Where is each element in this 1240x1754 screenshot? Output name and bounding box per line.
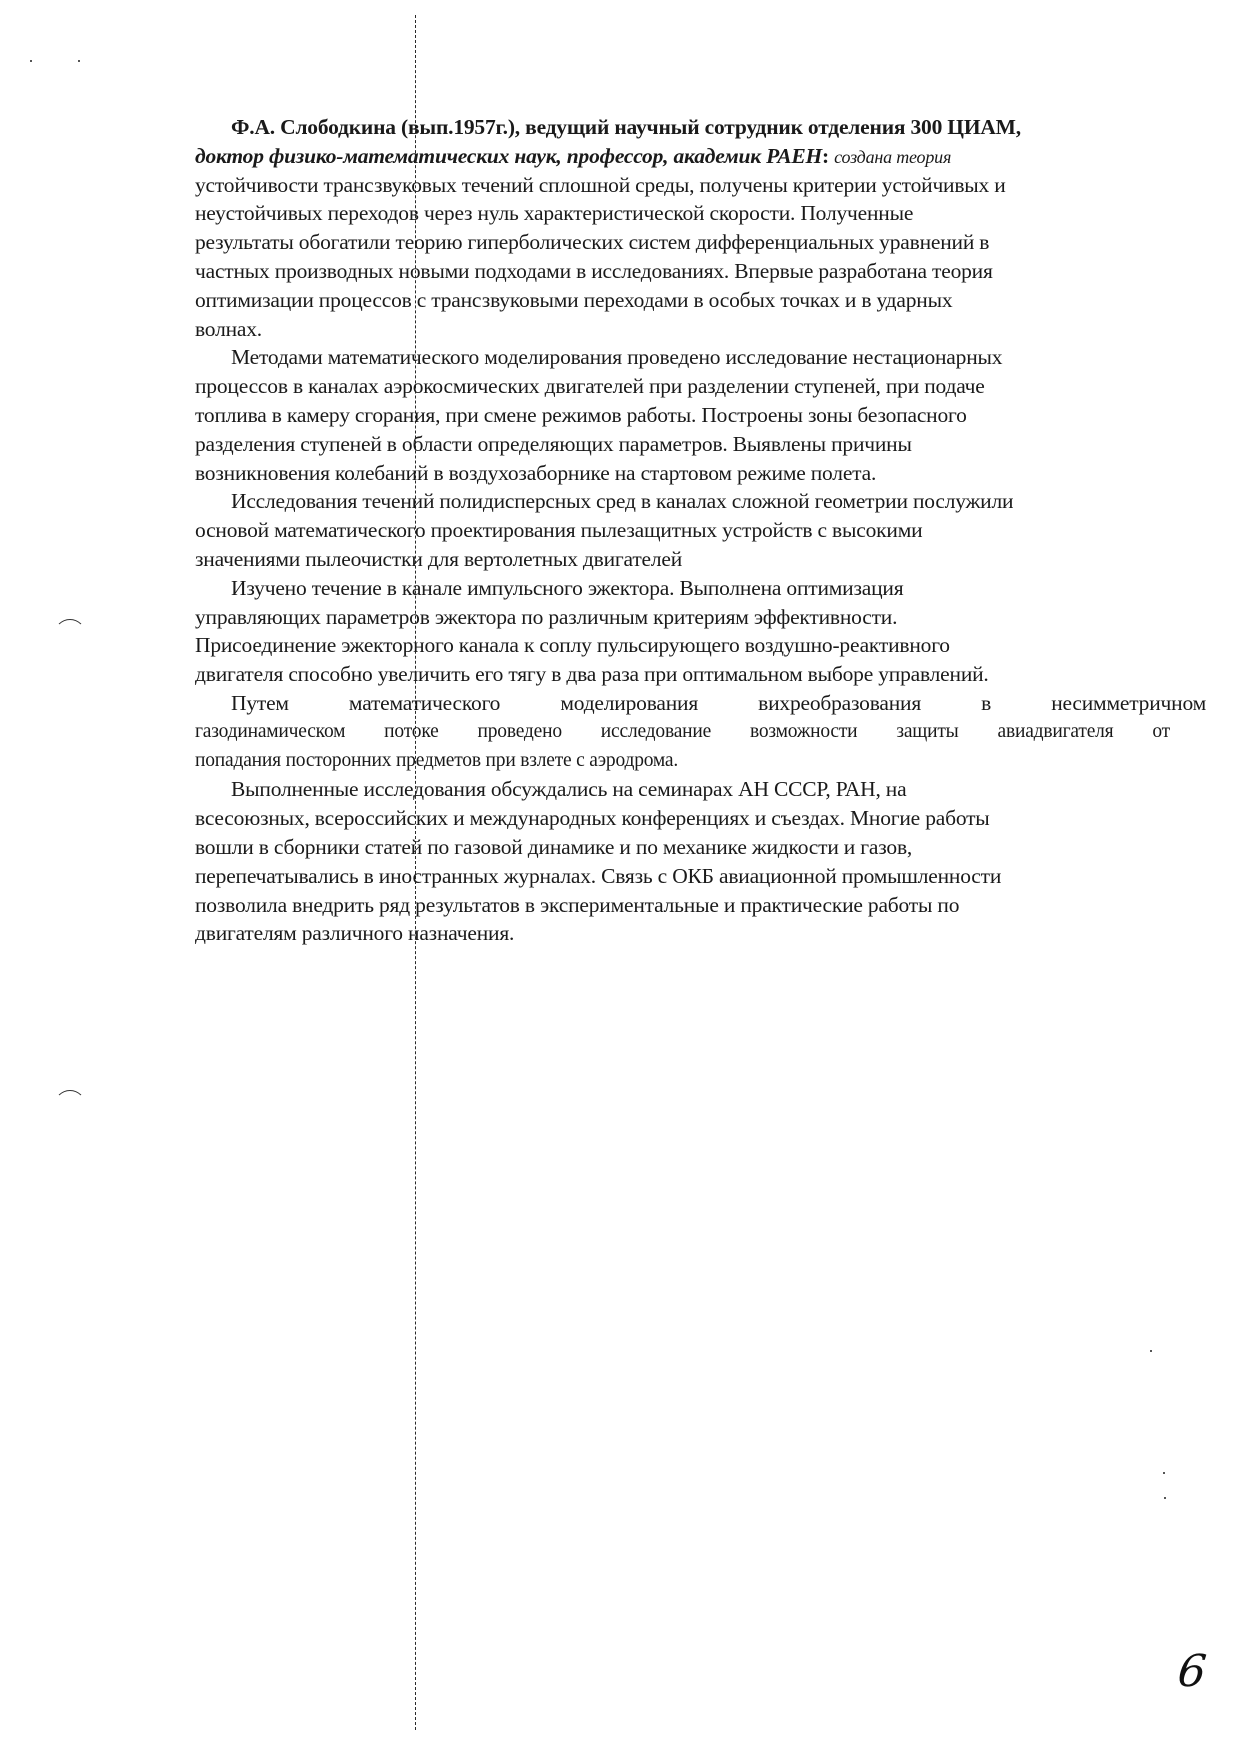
text-segment: возникновения колебаний в воздухозаборнике на стартовом режиме полета. bbox=[195, 460, 877, 485]
text-line bbox=[195, 603, 1175, 632]
text-line bbox=[195, 862, 1175, 891]
text-line bbox=[195, 516, 1175, 545]
text-line bbox=[195, 833, 1175, 862]
paragraph-p5 bbox=[195, 689, 1206, 775]
text-line bbox=[195, 775, 1175, 804]
text-line bbox=[195, 430, 1175, 459]
text-segment: попадания посторонних предметов при взлете с аэродрома. bbox=[195, 749, 679, 771]
hole-punch-mark-bottom bbox=[54, 1090, 86, 1122]
text-line bbox=[195, 574, 1175, 603]
text-segment: частных производных новыми подходами в исследованиях. Впервые разработана теория bbox=[195, 258, 993, 283]
text-segment: устойчивости трансзвуковых течений сплошной среды, получены критерии устойчивых и bbox=[195, 172, 1006, 197]
text-segment: Методами математического моделирования проведено исследование нестационарных bbox=[231, 345, 1003, 370]
text-segment: основой математического проектирования пылезащитных устройств с высокими bbox=[195, 518, 923, 543]
text-segment: волнах. bbox=[195, 316, 262, 341]
text-line bbox=[195, 545, 1175, 574]
scan-speck bbox=[1150, 1350, 1152, 1352]
text-line bbox=[195, 142, 1175, 171]
text-segment: двигателям различного назначения. bbox=[195, 921, 515, 946]
text-segment: значениями пылеочистки для вертолетных двигателей bbox=[195, 546, 683, 571]
text-segment: Изучено течение в канале импульсного эжектора. Выполнена оптимизация bbox=[231, 575, 904, 600]
scan-speck bbox=[1164, 1497, 1166, 1499]
text-line bbox=[195, 689, 1206, 718]
text-segment: неустойчивых переходов через нуль характеристической скорости. Полученные bbox=[195, 201, 914, 226]
text-segment: всесоюзных, всероссийских и международных конференциях и съездах. Многие работы bbox=[195, 806, 990, 831]
paragraph-p2 bbox=[195, 343, 1175, 487]
text-line bbox=[195, 286, 1175, 315]
text-segment: двигателя способно увеличить его тягу в два раза при оптимальном выборе управлений. bbox=[195, 662, 989, 687]
text-segment: Присоединение эжекторного канала к соплу пульсирующего воздушно-реактивного bbox=[195, 633, 950, 658]
text-segment: управляющих параметров эжектора по различным критериям эффективности. bbox=[195, 604, 898, 629]
text-segment: создана теория bbox=[834, 146, 952, 167]
paragraph-p3 bbox=[195, 487, 1175, 573]
text-line bbox=[195, 891, 1175, 920]
text-line bbox=[195, 315, 1175, 344]
text-line bbox=[195, 257, 1175, 286]
text-segment: оптимизации процессов с трансзвуковыми переходами в особых точках и в ударных bbox=[195, 287, 953, 312]
text-line bbox=[195, 919, 1175, 948]
text-segment: Выполненные исследования обсуждались на семинарах АН СССР, РАН, на bbox=[231, 777, 907, 802]
text-segment: топлива в камеру сгорания, при смене режимов работы. Построены зоны безопасного bbox=[195, 402, 967, 427]
text-line bbox=[195, 343, 1175, 372]
text-line bbox=[195, 459, 1175, 488]
text-line bbox=[195, 631, 1175, 660]
text-line bbox=[195, 113, 1175, 142]
text-segment: доктор физико-математических наук, профессор, академик РАЕН bbox=[195, 143, 823, 168]
scan-speck bbox=[30, 60, 32, 62]
text-segment: Путем математического моделирования вихреобразования в несимметричном bbox=[231, 690, 1206, 715]
text-segment: газодинамическом потоке проведено исследование возможности защиты авиадвигателя от bbox=[195, 720, 1170, 742]
text-line bbox=[195, 171, 1175, 200]
text-line bbox=[195, 228, 1175, 257]
text-line bbox=[195, 199, 1175, 228]
document-body bbox=[195, 113, 1206, 948]
hole-punch-mark-top bbox=[54, 619, 86, 651]
scan-speck bbox=[1163, 1472, 1165, 1474]
text-segment: : bbox=[822, 143, 835, 168]
text-segment: разделения ступеней в области определяющих параметров. Выявлены причины bbox=[195, 431, 912, 456]
text-line bbox=[195, 660, 1175, 689]
text-segment: перепечатывались в иностранных журналах. Связь с ОКБ авиационной промышленности bbox=[195, 863, 1002, 888]
text-line bbox=[195, 747, 1175, 776]
paragraph-p1 bbox=[195, 113, 1175, 343]
scan-speck bbox=[78, 60, 80, 62]
handwritten-page-number: 6 bbox=[1175, 1646, 1209, 1697]
text-line bbox=[195, 401, 1175, 430]
text-segment: Ф.А. Слободкина (вып.1957г.), ведущий научный сотрудник отделения 300 ЦИАМ, bbox=[231, 115, 1021, 139]
text-line bbox=[195, 804, 1175, 833]
paragraph-p4 bbox=[195, 574, 1175, 689]
text-segment: Исследования течений полидисперсных сред в каналах сложной геометрии послужили bbox=[231, 489, 1014, 514]
paragraph-p6 bbox=[195, 775, 1175, 948]
text-segment: вошли в сборники статей по газовой динамике и по механике жидкости и газов, bbox=[195, 834, 913, 859]
text-line bbox=[195, 372, 1175, 401]
text-segment: позволила внедрить ряд результатов в экспериментальные и практические работы по bbox=[195, 892, 960, 917]
text-line bbox=[195, 487, 1175, 516]
text-segment: результаты обогатили теорию гиперболических систем дифференциальных уравнений в bbox=[195, 230, 990, 255]
text-line bbox=[195, 718, 1170, 747]
text-segment: процессов в каналах аэрокосмических двигателей при разделении ступеней, при подаче bbox=[195, 374, 985, 399]
